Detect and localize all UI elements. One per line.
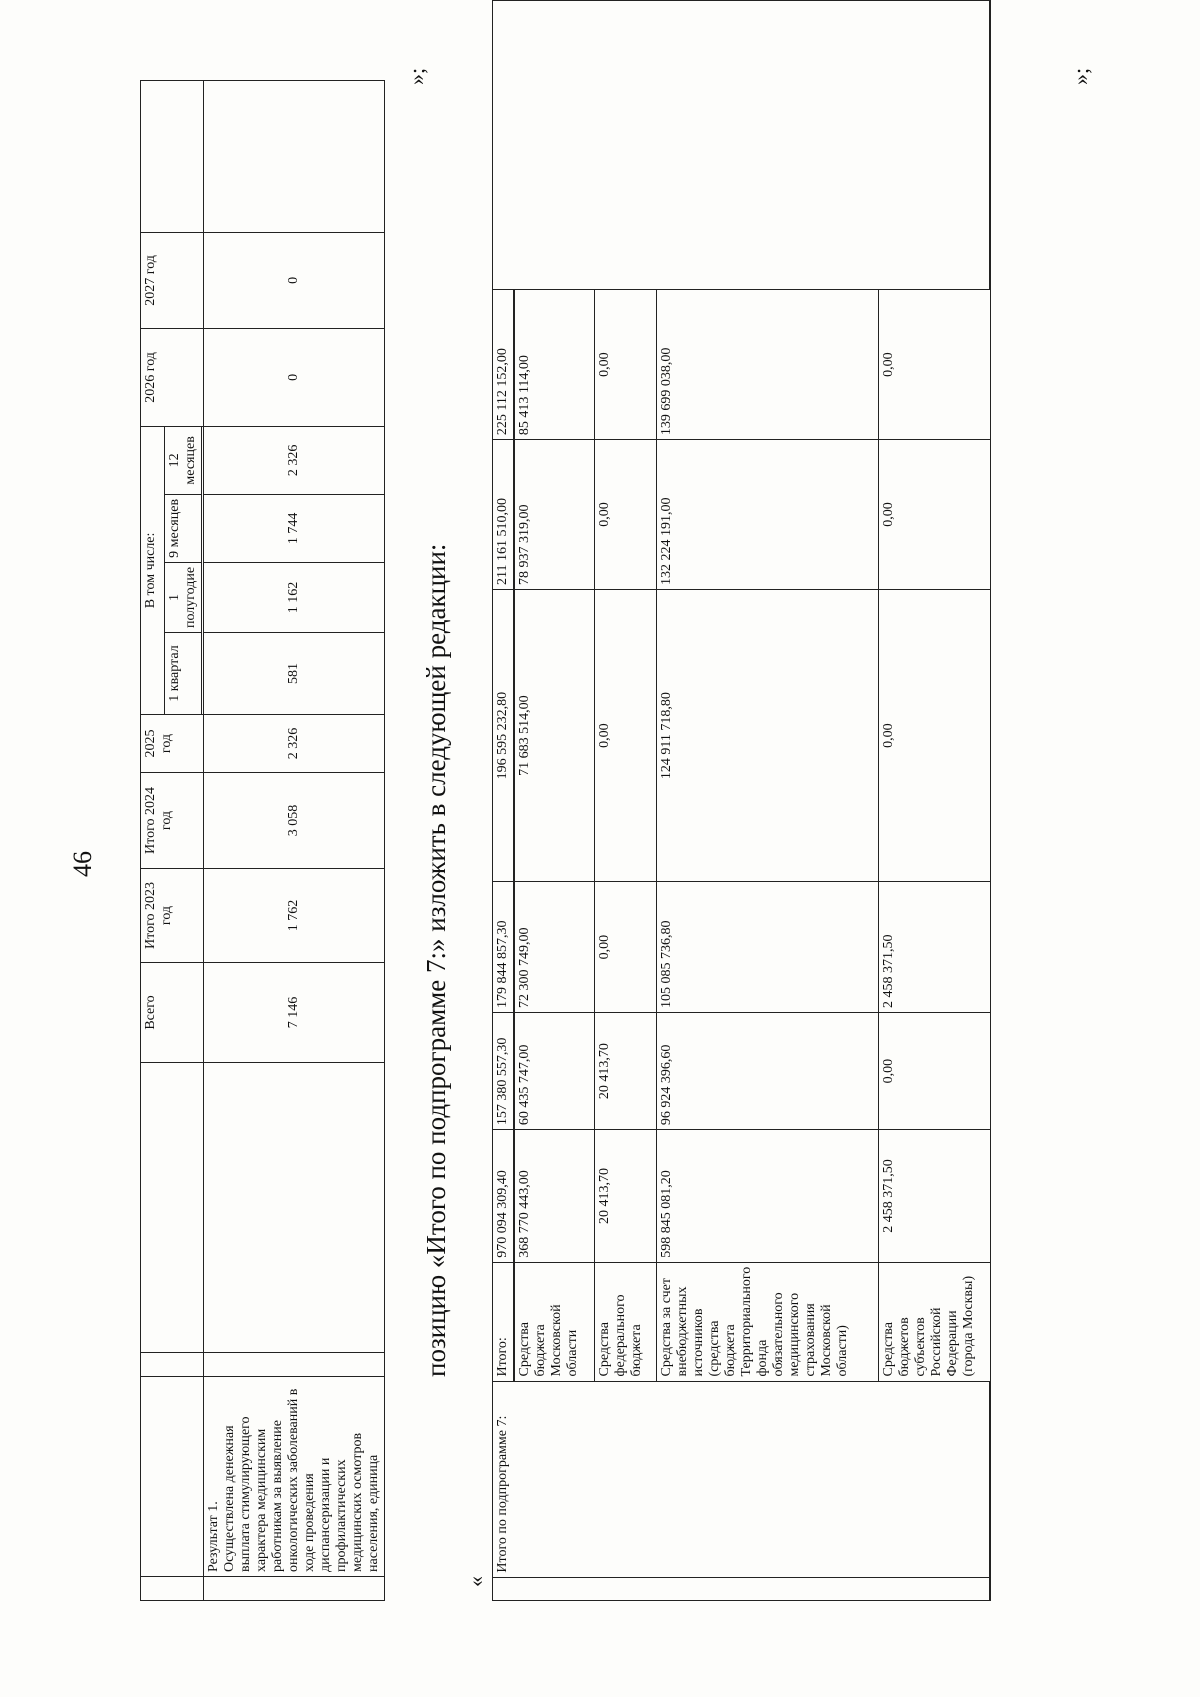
t2-2023: 0,00 [878, 1012, 990, 1129]
t1-row-blank-mid [204, 1353, 385, 1377]
t1-row-blank-wide [204, 1063, 385, 1353]
opening-quote: « [463, 1576, 488, 1587]
t2-2023: 157 380 557,30 [493, 1012, 515, 1129]
t2-total: 2 458 371,50 [878, 1130, 990, 1263]
t2-2025: 124 911 718,80 [656, 589, 878, 881]
t2-2027: 0,00 [878, 290, 990, 440]
t2-2026: 0,00 [594, 440, 656, 590]
t1-value-h1: 1 162 [204, 562, 385, 632]
result-description: Осуществлена денежная выплата стимулирующего характера медицинским работникам за выявление онкологических заболеваний в ходе проведения диспансеризации и профилактических медицинских осмотров населения, единица [222, 1388, 381, 1572]
t1-blank-wide [141, 1063, 204, 1353]
t2-total: 970 094 309,40 [493, 1130, 515, 1263]
t2-2024: 105 085 736,80 [656, 882, 878, 1013]
t1-blank-left [141, 1577, 204, 1601]
t2-source: Средства за счет внебюджетных источников (средства бюджета Территориального фонда обязательного медицинского страхования Московской области) [656, 1262, 878, 1381]
t1-value-2023: 1 762 [204, 869, 385, 963]
t2-2025: 71 683 514,00 [514, 589, 594, 881]
t2-2025: 0,00 [878, 589, 990, 881]
t1-header-total: Всего [141, 963, 204, 1063]
t2-2025: 196 595 232,80 [493, 589, 515, 881]
t2-2023: 60 435 747,00 [514, 1012, 594, 1129]
result-title: Результат 1. [206, 1501, 221, 1572]
t1-header-m12: 12 месяцев [165, 426, 202, 494]
t1-value-total: 7 146 [204, 963, 385, 1063]
t2-blank-right [493, 1, 991, 290]
t1-row-blank-left [204, 1577, 385, 1601]
t2-total: 598 845 081,20 [656, 1130, 878, 1263]
t1-value-2024: 3 058 [204, 773, 385, 869]
t1-header-m9: 9 месяцев [165, 494, 202, 562]
t1-header-2025: 2025 год [141, 715, 204, 773]
t2-source: Средства федерального бюджета [594, 1262, 656, 1381]
t2-2024: 0,00 [594, 882, 656, 1013]
t2-2027: 139 699 038,00 [656, 290, 878, 440]
t1-value-2026: 0 [204, 328, 385, 426]
t2-2027: 0,00 [594, 290, 656, 440]
subprogram-totals-table [492, 0, 991, 1601]
t1-desc-header [141, 1377, 204, 1577]
t1-row-blank-right [204, 80, 385, 232]
redaction-instruction: позицию «Итого по подпрограмме 7:» изложить в следующей редакции: [421, 543, 451, 1377]
t1-value-2027: 0 [204, 232, 385, 328]
t2-2027: 85 413 114,00 [514, 290, 594, 440]
t1-header-2024: Итого 2024 год [141, 773, 204, 869]
t2-2023: 96 924 396,60 [656, 1012, 878, 1129]
t1-value-m12: 2 326 [204, 426, 385, 494]
t2-2026: 78 937 319,00 [514, 440, 594, 590]
closing-quote-2: »; [1068, 67, 1093, 85]
t2-subprogram-label: Итого по подпрограмме 7: [493, 1381, 991, 1577]
t2-2026: 132 224 191,00 [656, 440, 878, 590]
t1-header-2026: 2026 год [141, 328, 204, 426]
t2-total: 368 770 443,00 [514, 1130, 594, 1263]
t2-source: Средства бюджетов субъектов Российской Федерации (города Москвы) [878, 1262, 990, 1381]
t2-source: Средства бюджета Московской области [514, 1262, 594, 1381]
t2-2026: 0,00 [878, 440, 990, 590]
t1-value-2025: 2 326 [204, 715, 385, 773]
t1-value-q1: 581 [204, 633, 385, 715]
t1-row-description [204, 1377, 385, 1577]
t1-value-m9: 1 744 [204, 494, 385, 562]
t1-header-2027: 2027 год [141, 232, 204, 328]
closing-quote-1: »; [404, 67, 429, 85]
t2-source: Итого: [493, 1262, 515, 1381]
t2-2024: 2 458 371,50 [878, 882, 990, 1013]
t1-header-h1: 1 полугодие [165, 562, 202, 632]
t2-2024: 179 844 857,30 [493, 882, 515, 1013]
page-number: 46 [68, 851, 97, 877]
t2-2027: 225 112 152,00 [493, 290, 515, 440]
t2-2025: 0,00 [594, 589, 656, 881]
t2-2026: 211 161 510,00 [493, 440, 515, 590]
t2-total: 20 413,70 [594, 1130, 656, 1263]
t1-header-including: В том числе: [141, 426, 165, 714]
t2-2024: 72 300 749,00 [514, 882, 594, 1013]
t2-2023: 20 413,70 [594, 1012, 656, 1129]
t1-blank-right [141, 80, 204, 232]
t1-header-2023: Итого 2023 год [141, 869, 204, 963]
t1-blank-mid [141, 1353, 204, 1377]
result-indicator-table [140, 80, 385, 1601]
t1-header-q1: 1 квартал [165, 633, 202, 715]
t2-blank-left [493, 1577, 991, 1600]
